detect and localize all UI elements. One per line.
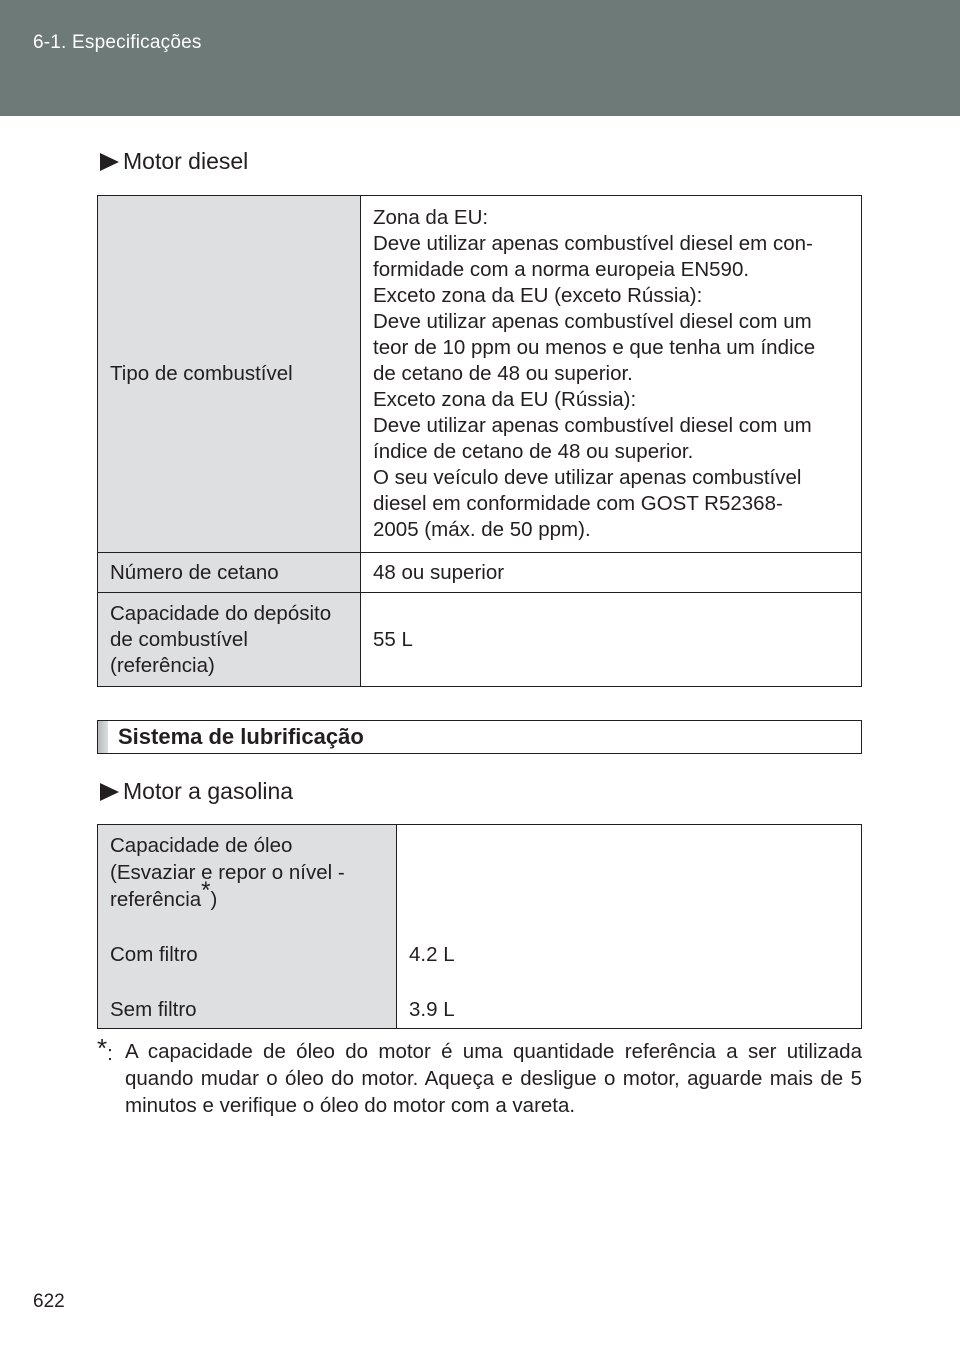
text-line: 2005 (máx. de 50 ppm). bbox=[373, 518, 591, 541]
footnote bbox=[97, 1033, 862, 1119]
triangle-bullet-icon bbox=[100, 153, 119, 171]
section-heading-text: Sistema de lubrificação bbox=[118, 724, 364, 749]
table-row bbox=[98, 196, 862, 553]
diesel-spec-table bbox=[97, 195, 862, 687]
oil-capacity-values bbox=[397, 825, 862, 1029]
section-heading bbox=[97, 720, 862, 754]
text-line: Exceto zona da EU (exceto Rússia): bbox=[373, 284, 703, 307]
text-line: Capacidade do depósito bbox=[110, 601, 332, 625]
text-line: O seu veículo deve utilizar apenas combustível bbox=[373, 466, 802, 489]
oil-spec-table bbox=[97, 824, 862, 1029]
text-line: Deve utilizar apenas combustível diesel com um bbox=[373, 414, 812, 437]
page-header bbox=[0, 0, 960, 116]
asterisk-marker: * bbox=[97, 1033, 108, 1063]
fuel-type-value bbox=[361, 196, 862, 553]
oil-capacity-label bbox=[98, 825, 397, 1029]
header-title: 6-1. Especificações bbox=[33, 32, 202, 53]
text-line: teor de 10 ppm ou menos e que tenha um índice bbox=[373, 336, 816, 359]
gasoline-label: Motor a gasolina bbox=[123, 778, 294, 804]
text-line: (Esvaziar e repor o nível - bbox=[110, 861, 345, 884]
text-line: (referência) bbox=[110, 653, 215, 677]
text-line: de combustível bbox=[110, 627, 248, 651]
footnote-text: A capacidade de óleo do motor é uma quantidade referência a ser utilizada quando mudar o óleo do motor. Aqueça e desligue o motor, aguarde mais de 5 minutos e verifique o óleo do motor com a vareta. bbox=[125, 1040, 862, 1117]
heading-marker bbox=[98, 721, 108, 753]
text-line: de cetano de 48 ou superior. bbox=[373, 362, 633, 385]
text-line: Deve utilizar apenas combustível diesel em con- bbox=[373, 232, 813, 255]
without-filter-label: Sem filtro bbox=[110, 998, 197, 1021]
text-line: Exceto zona da EU (Rússia): bbox=[373, 388, 637, 411]
text-line bbox=[110, 877, 384, 914]
text-line: formidade com a norma europeia EN590. bbox=[373, 258, 750, 281]
text-line: índice de cetano de 48 ou superior. bbox=[373, 440, 694, 463]
text-fragment: ) bbox=[210, 888, 218, 911]
with-filter-value: 4.2 L bbox=[409, 943, 455, 966]
diesel-section-label bbox=[100, 148, 248, 175]
text-line: Capacidade de óleo bbox=[110, 834, 293, 857]
cetane-label: Número de cetano bbox=[98, 553, 361, 593]
fuel-type-label: Tipo de combustível bbox=[98, 196, 361, 553]
footnote-marker bbox=[97, 1033, 113, 1067]
table-row bbox=[98, 593, 862, 687]
page-number: 622 bbox=[33, 1291, 65, 1312]
tank-capacity-label bbox=[98, 593, 361, 687]
diesel-label: Motor diesel bbox=[123, 148, 249, 174]
table-row bbox=[98, 825, 862, 1029]
gasoline-section-label bbox=[100, 778, 293, 805]
text-line: diesel em conformidade com GOST R52368- bbox=[373, 492, 783, 515]
tank-capacity-value: 55 L bbox=[361, 593, 862, 687]
footnote-colon: : bbox=[107, 1042, 113, 1065]
asterisk-marker: * bbox=[201, 877, 211, 905]
text-fragment: referência bbox=[110, 888, 202, 911]
without-filter-value: 3.9 L bbox=[409, 998, 455, 1021]
table-row bbox=[98, 553, 862, 593]
cetane-value: 48 ou superior bbox=[361, 553, 862, 593]
with-filter-label: Com filtro bbox=[110, 943, 198, 966]
text-line: Zona da EU: bbox=[373, 206, 489, 229]
text-line: Deve utilizar apenas combustível diesel com um bbox=[373, 310, 812, 333]
triangle-bullet-icon bbox=[100, 783, 119, 801]
